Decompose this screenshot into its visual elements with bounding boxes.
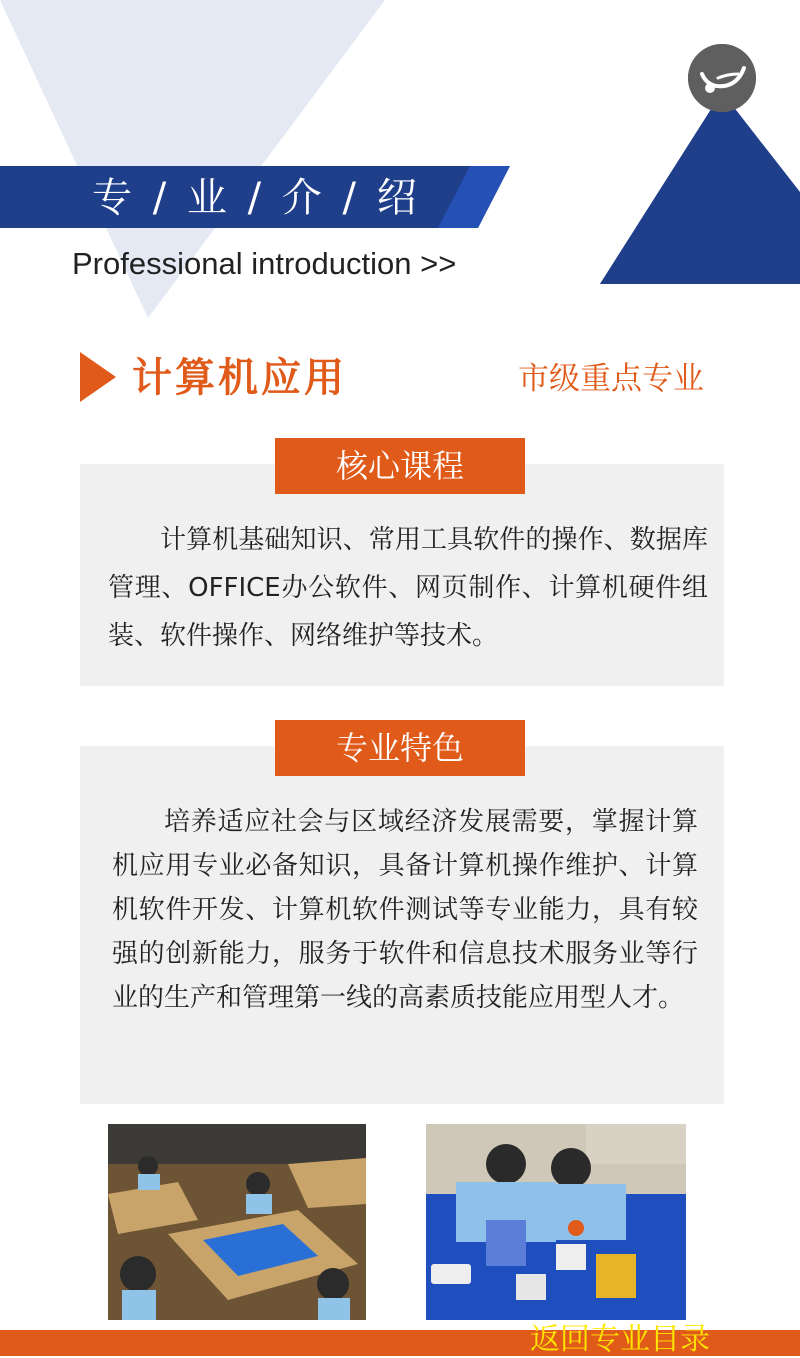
features-heading: 专业特色 <box>275 720 525 776</box>
major-tag: 市级重点专业 <box>518 361 704 397</box>
navy-triangle-decoration <box>600 92 800 284</box>
core-courses-text: 计算机基础知识、常用工具软件的操作、数据库管理、OFFICE办公软件、网页制作、计算机硬件组装、软件操作、网络维护等技术。 <box>108 525 708 651</box>
students-robotics-photo <box>426 1124 686 1320</box>
classroom-tablets-photo <box>108 1124 366 1320</box>
page-title: 专 / 业 / 介 / 绍 <box>92 175 421 221</box>
core-courses-heading: 核心课程 <box>275 438 525 494</box>
features-text: 培养适应社会与区域经济发展需要，掌握计算机应用专业必备知识，具备计算机操作维护、计算机软件开发、计算机软件测试等专业能力，具有较强的创新能力，服务于软件和信息技术服务业等行业的生产和管理第一线的高素质技能应用型人才。 <box>112 807 698 1013</box>
back-to-majors-link[interactable]: 返回专业目录 <box>530 1322 710 1357</box>
logo-icon <box>688 44 756 112</box>
play-triangle-icon <box>80 352 116 402</box>
page-subtitle: Professional introduction >> <box>72 246 457 281</box>
major-name: 计算机应用 <box>132 355 347 401</box>
